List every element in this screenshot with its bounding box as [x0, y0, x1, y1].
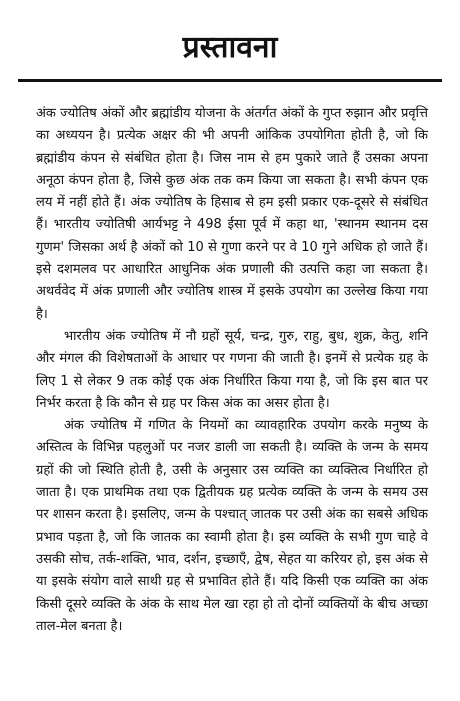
- paragraph-1: अंक ज्योतिष अंकों और ब्रह्मांडीय योजना के अंतर्गत अंकों के गुप्त रुझान और प्रवृत्ति का अध्ययन है। प्रत्येक अक्षर की भी अपनी आंकिक उपयोगिता होती है, जो कि ब्रह्मांडीय कंपन से संबंधित होता है। जिस नाम से हम पुकारे जाते हैं उसका अपना अनूठा कंपन होता है, जिसे कुछ अंक तक कम किया जा सकता है। सभी कंपन एक लय में नहीं होते हैं। अंक ज्योतिष के हिसाब से हम इसी प्रकार एक-दूसरे से संबंधित हैं। भारतीय ज्योतिषी आर्यभट्ट ने 498 ईसा पूर्व में कहा था, 'स्थानम स्थानम दस गुणम' जिसका अर्थ है अंकों को 10 से गुणा करने पर वे 10 गुने अधिक हो जाते हैं। इसे दशमलव पर आधारित आधुनिक अंक प्रणाली की उत्पत्ति कहा जा सकता है। अथर्ववेद में अंक प्रणाली और ज्योतिष शास्त्र में इसके उपयोग का उल्लेख किया गया है।: [36, 106, 428, 322]
- paragraph-3: अंक ज्योतिष में गणित के नियमों का व्यावहारिक उपयोग करके मनुष्य के अस्तित्व के विभिन्न पहलुओं पर नजर डाली जा सकती है। व्यक्ति के जन्म के समय ग्रहों की जो स्थिति होती है, उसी के अनुसार उस व्यक्ति का व्यक्तित्व निर्धारित हो जाता है। एक प्राथमिक तथा एक द्वितीयक ग्रह प्रत्येक व्यक्ति के जन्म के समय उस पर शासन करता है। इसलिए, जन्म के पश्चात् जातक पर उसी अंक का सबसे अधिक प्रभाव पड़ता है, जो कि जातक का स्वामी होता है। इस व्यक्ति के सभी गुण चाहे वे उसकी सोच, तर्क-शक्ति, भाव, दर्शन, इच्छाएँ, द्वेष, सेहत या करियर हो, इस अंक से या इसके संयोग वाले साथी ग्रह से प्रभावित होते हैं। यदि किसी एक व्यक्ति का अंक किसी दूसरे व्यक्ति के अंक के साथ मेल खा रहा हो तो दोनों व्यक्तियों के बीच अच्छा ताल-मेल बनता है।: [36, 418, 428, 634]
- body-text: [36, 103, 428, 638]
- title-underline: [18, 79, 442, 82]
- page-title: प्रस्तावना: [182, 30, 278, 65]
- paragraph-2: भारतीय अंक ज्योतिष में नौ ग्रहों सूर्य, चन्द्र, गुरु, राहु, बुध, शुक्र, केतु, शनि और मंगल की विशेषताओं के आधार पर गणना की जाती है। इनमें से प्रत्येक ग्रह के लिए 1 से लेकर 9 तक कोई एक अंक निर्धारित किया गया है, जो कि इस बात पर निर्भर करता है कि कौन से ग्रह पर किस अंक का असर होता है।: [36, 328, 428, 411]
